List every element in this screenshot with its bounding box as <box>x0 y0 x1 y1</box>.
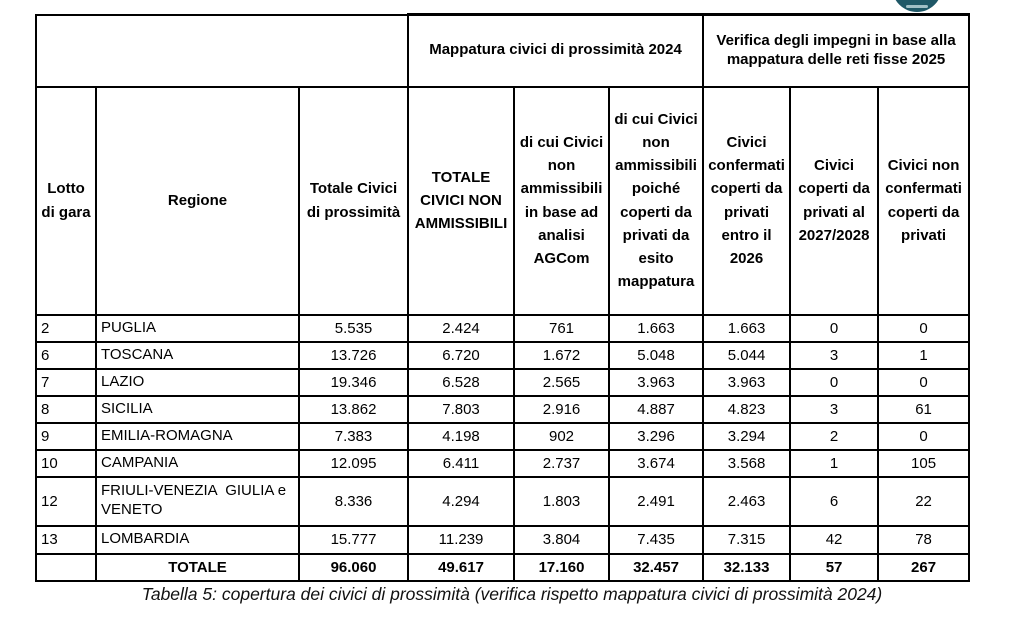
value-cell: 13.862 <box>299 396 408 423</box>
total-value-cell: 32.133 <box>703 554 790 581</box>
value-cell: 4.823 <box>703 396 790 423</box>
value-cell: 19.346 <box>299 369 408 396</box>
value-cell: 1 <box>878 342 969 369</box>
group-header-row <box>36 15 969 87</box>
value-cell: 5.044 <box>703 342 790 369</box>
value-cell: 3.804 <box>514 526 609 554</box>
lotto-cell: 8 <box>36 396 96 423</box>
round-logo-partial-icon <box>892 0 942 12</box>
total-value-cell: 267 <box>878 554 969 581</box>
value-cell: 13.726 <box>299 342 408 369</box>
value-cell: 902 <box>514 423 609 450</box>
civici-coverage-table <box>35 13 970 582</box>
value-cell: 78 <box>878 526 969 554</box>
table-row-campania <box>36 450 969 477</box>
value-cell: 0 <box>878 423 969 450</box>
total-value-cell: 32.457 <box>609 554 703 581</box>
regione-cell: FRIULI-VENEZIA GIULIA e VENETO <box>96 477 299 526</box>
group-header-verifica: Verifica degli impegni in base alla mappatura delle reti fisse 2025 <box>703 15 969 87</box>
lotto-cell: 10 <box>36 450 96 477</box>
value-cell: 1.663 <box>609 315 703 342</box>
value-cell: 42 <box>790 526 878 554</box>
lotto-cell: 9 <box>36 423 96 450</box>
value-cell: 2.424 <box>408 315 514 342</box>
regione-cell: EMILIA-ROMAGNA <box>96 423 299 450</box>
value-cell: 5.048 <box>609 342 703 369</box>
totale-label-cell: TOTALE <box>96 554 299 581</box>
value-cell: 0 <box>790 315 878 342</box>
value-cell: 2 <box>790 423 878 450</box>
value-cell: 6.528 <box>408 369 514 396</box>
column-header-non-confermati: Civici non confermati coperti da privati <box>878 87 969 315</box>
value-cell: 6.411 <box>408 450 514 477</box>
value-cell: 2.491 <box>609 477 703 526</box>
lotto-cell: 6 <box>36 342 96 369</box>
column-header-agcom: di cui Civici non ammissibili in base ad analisi AGCom <box>514 87 609 315</box>
value-cell: 12.095 <box>299 450 408 477</box>
table-row-toscana <box>36 342 969 369</box>
column-header-esito-mappatura: di cui Civici non ammissibili poiché coperti da privati da esito mappatura <box>609 87 703 315</box>
value-cell: 1.672 <box>514 342 609 369</box>
value-cell: 3.963 <box>609 369 703 396</box>
value-cell: 3.963 <box>703 369 790 396</box>
group-header-spacer <box>36 15 408 87</box>
lotto-cell: 13 <box>36 526 96 554</box>
value-cell: 2.463 <box>703 477 790 526</box>
table-row-puglia <box>36 315 969 342</box>
value-cell: 4.887 <box>609 396 703 423</box>
group-header-mappatura: Mappatura civici di prossimità 2024 <box>408 15 703 87</box>
value-cell: 4.294 <box>408 477 514 526</box>
value-cell: 3.294 <box>703 423 790 450</box>
value-cell: 22 <box>878 477 969 526</box>
logo-mark <box>906 5 928 8</box>
value-cell: 2.737 <box>514 450 609 477</box>
column-header-regione: Regione <box>96 87 299 315</box>
value-cell: 8.336 <box>299 477 408 526</box>
column-header-totale-civici: Totale Civici di prossimità <box>299 87 408 315</box>
value-cell: 761 <box>514 315 609 342</box>
value-cell: 3 <box>790 342 878 369</box>
value-cell: 7.315 <box>703 526 790 554</box>
value-cell: 1.663 <box>703 315 790 342</box>
value-cell: 3.568 <box>703 450 790 477</box>
value-cell: 3.674 <box>609 450 703 477</box>
regione-cell: SICILIA <box>96 396 299 423</box>
column-header-2027-2028: Civici coperti da privati al 2027/2028 <box>790 87 878 315</box>
table-row-friuli-veneto <box>36 477 969 526</box>
total-value-cell: 57 <box>790 554 878 581</box>
total-value-cell: 17.160 <box>514 554 609 581</box>
table-row-sicilia <box>36 396 969 423</box>
value-cell: 7.803 <box>408 396 514 423</box>
total-value-cell: 96.060 <box>299 554 408 581</box>
value-cell: 15.777 <box>299 526 408 554</box>
value-cell: 105 <box>878 450 969 477</box>
value-cell: 2.916 <box>514 396 609 423</box>
lotto-cell: 12 <box>36 477 96 526</box>
regione-cell: LOMBARDIA <box>96 526 299 554</box>
regione-cell: LAZIO <box>96 369 299 396</box>
lotto-cell: 7 <box>36 369 96 396</box>
table-row-lombardia <box>36 526 969 554</box>
value-cell: 0 <box>790 369 878 396</box>
value-cell: 5.535 <box>299 315 408 342</box>
value-cell: 7.435 <box>609 526 703 554</box>
lotto-cell: 2 <box>36 315 96 342</box>
value-cell: 1 <box>790 450 878 477</box>
column-header-totale-non-ammissibili: TOTALE CIVICI NON AMMISSIBILI <box>408 87 514 315</box>
value-cell: 0 <box>878 315 969 342</box>
value-cell: 1.803 <box>514 477 609 526</box>
table-row-totale <box>36 554 969 581</box>
table-row-lazio <box>36 369 969 396</box>
value-cell: 6.720 <box>408 342 514 369</box>
value-cell: 61 <box>878 396 969 423</box>
value-cell: 11.239 <box>408 526 514 554</box>
value-cell: 0 <box>878 369 969 396</box>
regione-cell: CAMPANIA <box>96 450 299 477</box>
value-cell: 7.383 <box>299 423 408 450</box>
table-row-emilia-romagna <box>36 423 969 450</box>
lotto-cell-empty <box>36 554 96 581</box>
total-value-cell: 49.617 <box>408 554 514 581</box>
value-cell: 3 <box>790 396 878 423</box>
value-cell: 4.198 <box>408 423 514 450</box>
table-caption: Tabella 5: copertura dei civici di prossimità (verifica rispetto mappatura civici di prossimità 2024) <box>141 584 883 604</box>
column-header-confermati-2026: Civici confermati coperti da privati entro il 2026 <box>703 87 790 315</box>
value-cell: 2.565 <box>514 369 609 396</box>
value-cell: 6 <box>790 477 878 526</box>
column-header-lotto: Lotto di gara <box>36 87 96 315</box>
regione-cell: PUGLIA <box>96 315 299 342</box>
column-header-row <box>36 87 969 315</box>
value-cell: 3.296 <box>609 423 703 450</box>
regione-cell: TOSCANA <box>96 342 299 369</box>
